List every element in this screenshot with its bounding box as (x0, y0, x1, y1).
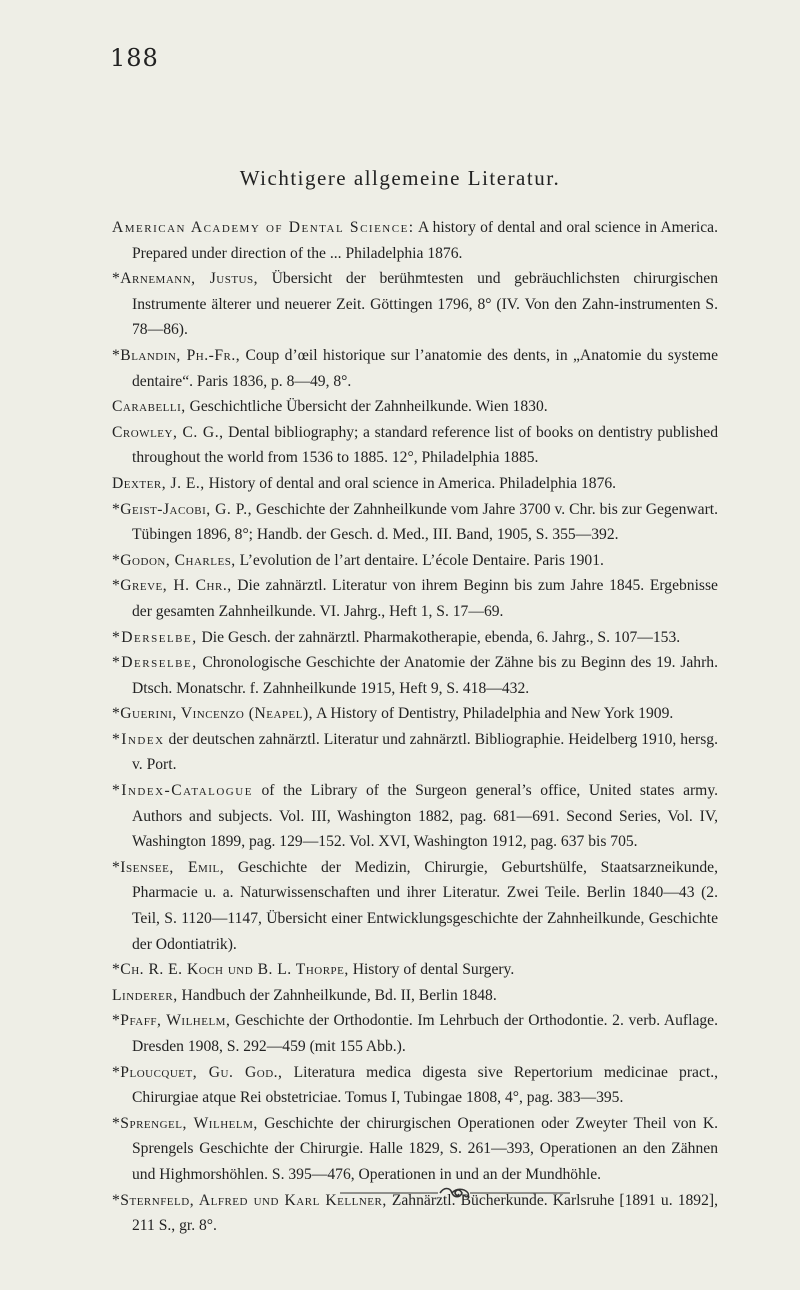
entry-text: Übersicht der berühmtesten und gebräuchlichsten chirurgischen Instrumente älterer und neuerer Zeit. Göttingen 1796, 8° (IV. Von den Zahn-instrumenten S. 78—86). (132, 270, 718, 339)
entry-text: Handbuch der Zahnheilkunde, Bd. II, Berlin 1848. (177, 986, 497, 1004)
entry-author: *Index (112, 730, 165, 748)
entry-text: Geschichte der Orthodontie. Im Lehrbuch der Orthodontie. 2. verb. Auflage. Dresden 1908, S. 292—459 (mit 155 Abb.). (132, 1012, 718, 1055)
entry-author: *Ploucquet, Gu. God., (112, 1063, 283, 1081)
page-number: 188 (110, 44, 159, 72)
bibliography-entry (112, 471, 718, 497)
entry-author: Carabelli, (112, 398, 186, 416)
entry-author: *Index-Catalogue (112, 782, 253, 800)
entry-author: Crowley, C. G., (112, 423, 224, 441)
entry-text: History of dental Surgery. (348, 961, 515, 979)
entry-author: *Sprengel, Wilhelm, (112, 1114, 258, 1132)
entry-author: *Blandin, Ph.-Fr., (112, 346, 241, 364)
entry-text: Geschichte der Medizin, Chirurgie, Geburtshülfe, Staatsarzneikunde, Pharmacie u. a. Naturwissenschaften und ihrer Literatur. Zwei Teile. Berlin 1840—43 (2. Teil, S. 1120—1147, Übersicht einer Entwicklungsgeschichte der Zahnheilkunde, Geschichte der Odontiatrik). (132, 858, 718, 953)
entry-text: Geschichte der chirurgischen Operationen oder Zweyter Theil von K. Sprengels Geschichte der Chirurgie. Halle 1829, S. 261—393, Operationen an den Zähnen und Highmorshöhlen. S. 395—476, Operationen in und an der Mundhöhle. (132, 1114, 718, 1183)
bibliography-entry (112, 1111, 718, 1188)
bibliography-entry (112, 727, 718, 778)
entry-text: History of dental and oral science in America. Philadelphia 1876. (204, 474, 617, 492)
entry-text: Literatura medica digesta sive Repertorium medicinae pract., Chirurgiae atque Rei obstetriciae. Tomus I, Tubingae 1808, 4°, pag. 383—395. (132, 1063, 718, 1107)
entry-text: der deutschen zahnärztl. Literatur und zahnärztl. Bibliographie. Heidelberg 1910, hersg. v. Port. (132, 730, 718, 774)
bibliography-entry (112, 855, 718, 957)
entry-author: Linderer, (112, 986, 178, 1004)
bibliography-list (112, 215, 718, 1239)
bibliography-entry (112, 701, 718, 727)
entry-author: *Guerini, Vincenzo (Neapel), (112, 705, 314, 723)
entry-author: American Academy of Dental Science: (112, 219, 415, 236)
bibliography-entry (112, 548, 718, 574)
entry-author: *Pfaff, Wilhelm, (112, 1012, 231, 1030)
entry-author: *Ch. R. E. Koch und B. L. Thorpe, (112, 961, 349, 979)
entry-text: Geschichtliche Übersicht der Zahnheilkunde. Wien 1830. (185, 398, 548, 416)
entry-text: A history of dental and oral science in America. Prepared under direction of the ... Philadelphia 1876. (132, 219, 718, 262)
entry-text: Geschichte der Zahnheilkunde vom Jahre 3700 v. Chr. bis zur Gegenwart. Tübingen 1896, 8°; Handb. der Gesch. d. Med., III. Band, 1905, S. 355—392. (132, 500, 718, 544)
entry-author: *Arnemann, Justus, (112, 270, 259, 288)
entry-author: *Greve, H. Chr., (112, 577, 232, 595)
bibliography-entry (112, 215, 718, 266)
entry-author: *Derselbe, (112, 628, 198, 646)
entry-text: Zahnärztl. Bücherkunde. Karlsruhe [1891 u. 1892], 211 S., gr. 8°. (132, 1191, 718, 1235)
bibliography-entry (112, 957, 718, 983)
bibliography-entry (112, 420, 718, 471)
bibliography-entry (112, 394, 718, 420)
bibliography-entry (112, 650, 718, 701)
entry-author: *Isensee, Emil, (112, 858, 225, 876)
entry-author: *Geist-Jacobi, G. P., (112, 500, 253, 518)
entry-text: A History of Dentistry, Philadelphia and New York 1909. (313, 705, 674, 723)
section-title: Wichtigere allgemeine Literatur. (239, 166, 561, 190)
bibliography-entry (112, 343, 718, 394)
bibliography-entry (112, 266, 718, 343)
bibliography-entry (112, 497, 718, 548)
entry-text: Die zahnärztl. Literatur von ihrem Beginn bis zum Jahre 1845. Ergebnisse der gesamten Zahnheilkunde. VI. Jahrg., Heft 1, S. 17—69. (132, 577, 718, 620)
entry-author: *Derselbe, (112, 654, 198, 672)
entry-text: of the Library of the Surgeon general’s office, United states army. Authors and subjects. Vol. III, Washington 1882, pag. 681—691. Second Series, Vol. IV, Washington 1899, pag. 129—152. Vol. XVI, Washington 1912, pag. 637 bis 705. (132, 782, 718, 851)
bibliography-entry (112, 625, 718, 651)
entry-text: Coup d’œil historique sur l’anatomie des dents, in „Anatomie du systeme dentaire“. Paris 1836, p. 8—49, 8°. (132, 346, 718, 390)
entry-text: L’evolution de l’art dentaire. L’école Dentaire. Paris 1901. (235, 551, 604, 569)
entry-author: Dexter, J. E., (112, 474, 205, 492)
bibliography-entry (112, 573, 718, 624)
bibliography-entry (112, 778, 718, 855)
bibliography-entry (112, 1060, 718, 1111)
entry-text: Dental bibliography; a standard reference list of books on dentistry published throughout the world from 1536 to 1885. 12°, Philadelphia 1885. (132, 423, 718, 467)
entry-author: *Godon, Charles, (112, 551, 236, 569)
entry-text: Chronologische Geschichte der Anatomie der Zähne bis zu Beginn des 19. Jahrh. Dtsch. Monatschr. f. Zahnheilkunde 1915, Heft 9, S. 418—432. (132, 654, 718, 697)
ornament-divider (340, 1186, 570, 1200)
bibliography-entry (112, 1008, 718, 1059)
entry-author: *Sternfeld, Alfred und Karl Kellner, (112, 1191, 387, 1209)
bibliography-entry (112, 983, 718, 1009)
entry-text: Die Gesch. der zahnärztl. Pharmakotherapie, ebenda, 6. Jahrg., S. 107—153. (197, 628, 681, 646)
